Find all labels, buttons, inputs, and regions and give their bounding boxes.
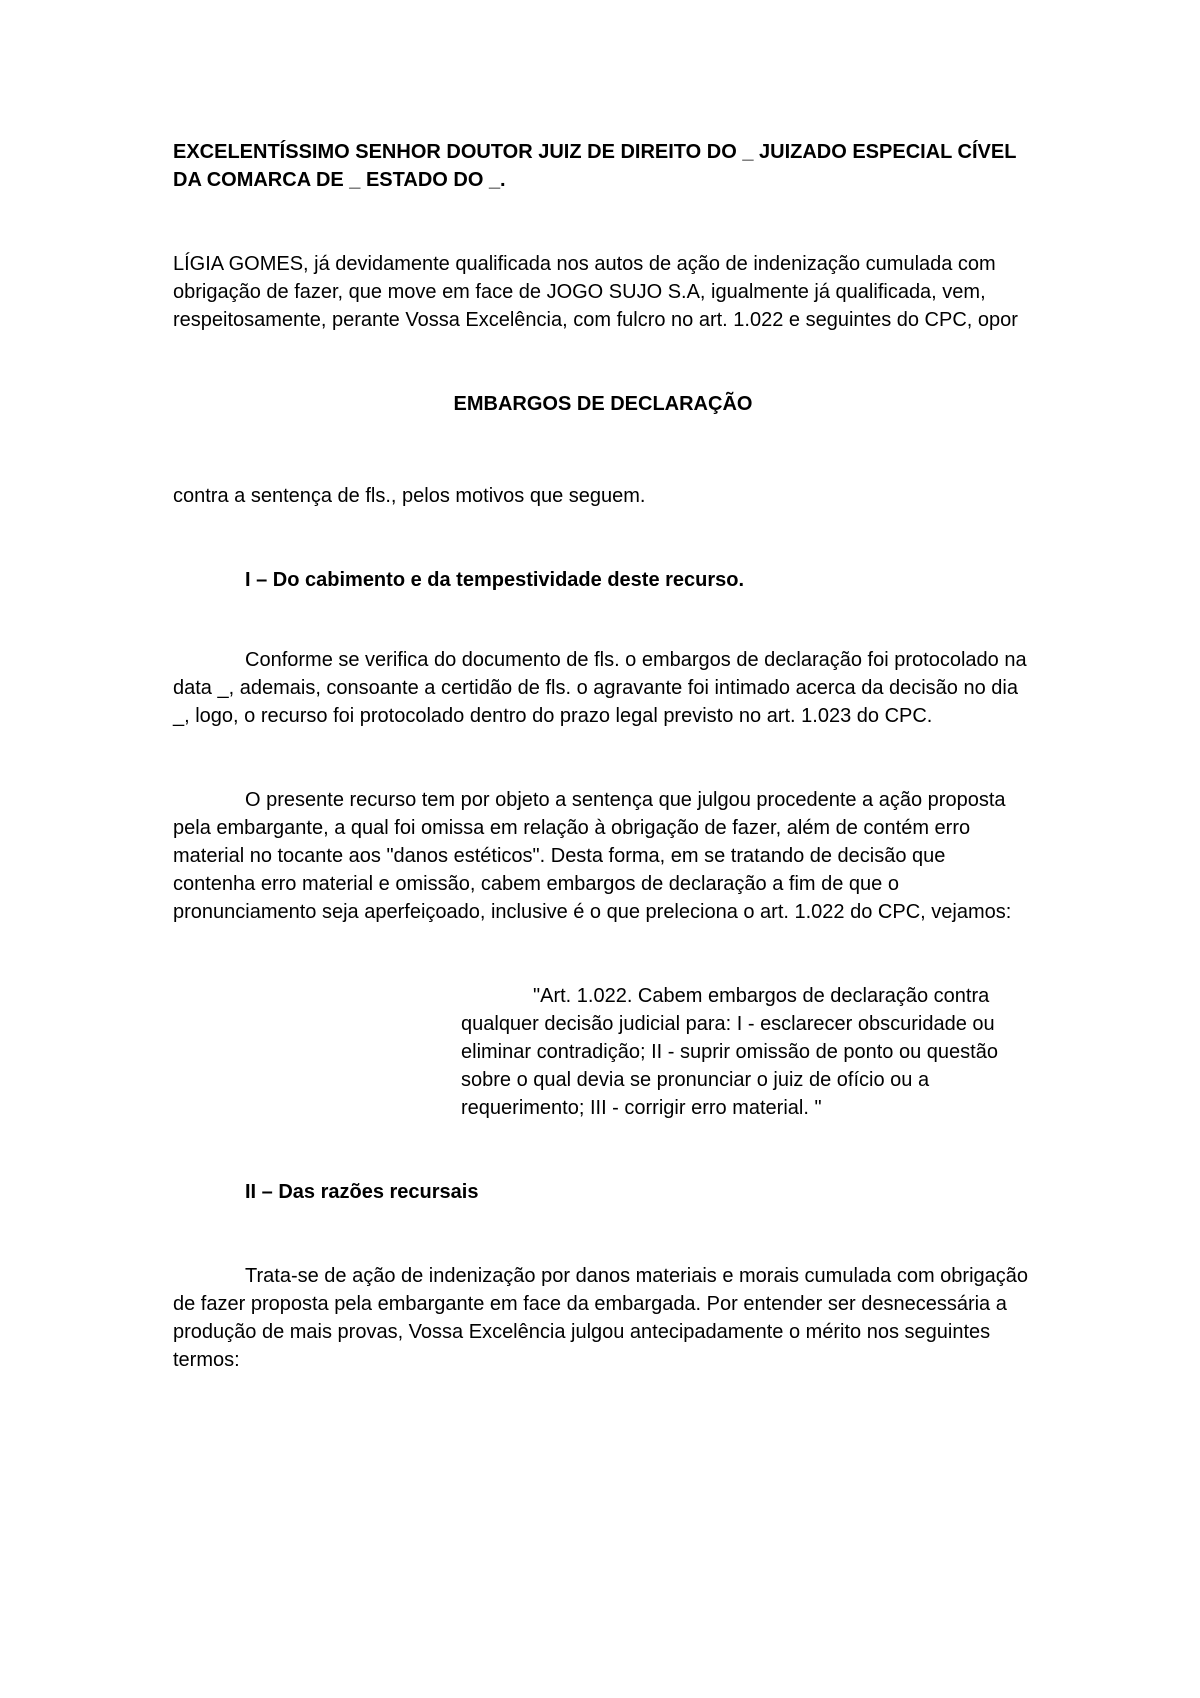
legal-quote: "Art. 1.022. Cabem embargos de declaração contra qualquer decisão judicial para: I - esclarecer obscuridade ou eliminar contradição; II - suprir omissão de ponto ou questão sobre o qual devia se pronunciar o juiz de ofício ou a requerimento; III - corrigir erro material. " [461, 985, 998, 1119]
paragraph-reasons: Trata-se de ação de indenização por danos materiais e morais cumulada com obrigação de fazer proposta pela embargante em face da embargada. Por entender ser desnecessária a produção de mais provas, Vossa Excelência julgou antecipadamente o mérito nos seguintes termos: [173, 1265, 1029, 1371]
section-heading-reasons: II – Das razões recursais [245, 1181, 479, 1203]
document-title: EMBARGOS DE DECLARAÇÃO [453, 393, 753, 415]
section-heading-admissibility: I – Do cabimento e da tempestividade deste recurso. [245, 569, 745, 591]
intro-paragraph: LÍGIA GOMES, já devidamente qualificada nos autos de ação de indenização cumulada com obrigação de fazer, que move em face de JOGO SUJO S.A, igualmente já qualificada, vem, respeitosamente, perante Vossa Excelência, com fulcro no art. 1.022 e seguintes do CPC, opor [173, 253, 1018, 331]
addressee-heading: EXCELENTÍSSIMO SENHOR DOUTOR JUIZ DE DIREITO DO _ JUIZADO ESPECIAL CÍVEL DA COMARCA DE _ ESTADO DO _. [173, 141, 1017, 191]
document-body [173, 138, 1033, 1374]
paragraph-object: O presente recurso tem por objeto a sentença que julgou procedente a ação proposta pela embargante, a qual foi omissa em relação à obrigação de fazer, além de contém erro material no tocante aos "danos estéticos". Desta forma, em se tratando de decisão que contenha erro material e omissão, cabem embargos de declaração a fim de que o pronunciamento seja aperfeiçoado, inclusive é o que preleciona o art. 1.022 do CPC, vejamos: [173, 789, 1012, 923]
against-paragraph: contra a sentença de fls., pelos motivos que seguem. [173, 485, 646, 507]
paragraph-timeliness: Conforme se verifica do documento de fls. o embargos de declaração foi protocolado na data _, ademais, consoante a certidão de fls. o agravante foi intimado acerca da decisão no dia _, logo, o recurso foi protocolado dentro do prazo legal previsto no art. 1.023 do CPC. [173, 649, 1027, 727]
